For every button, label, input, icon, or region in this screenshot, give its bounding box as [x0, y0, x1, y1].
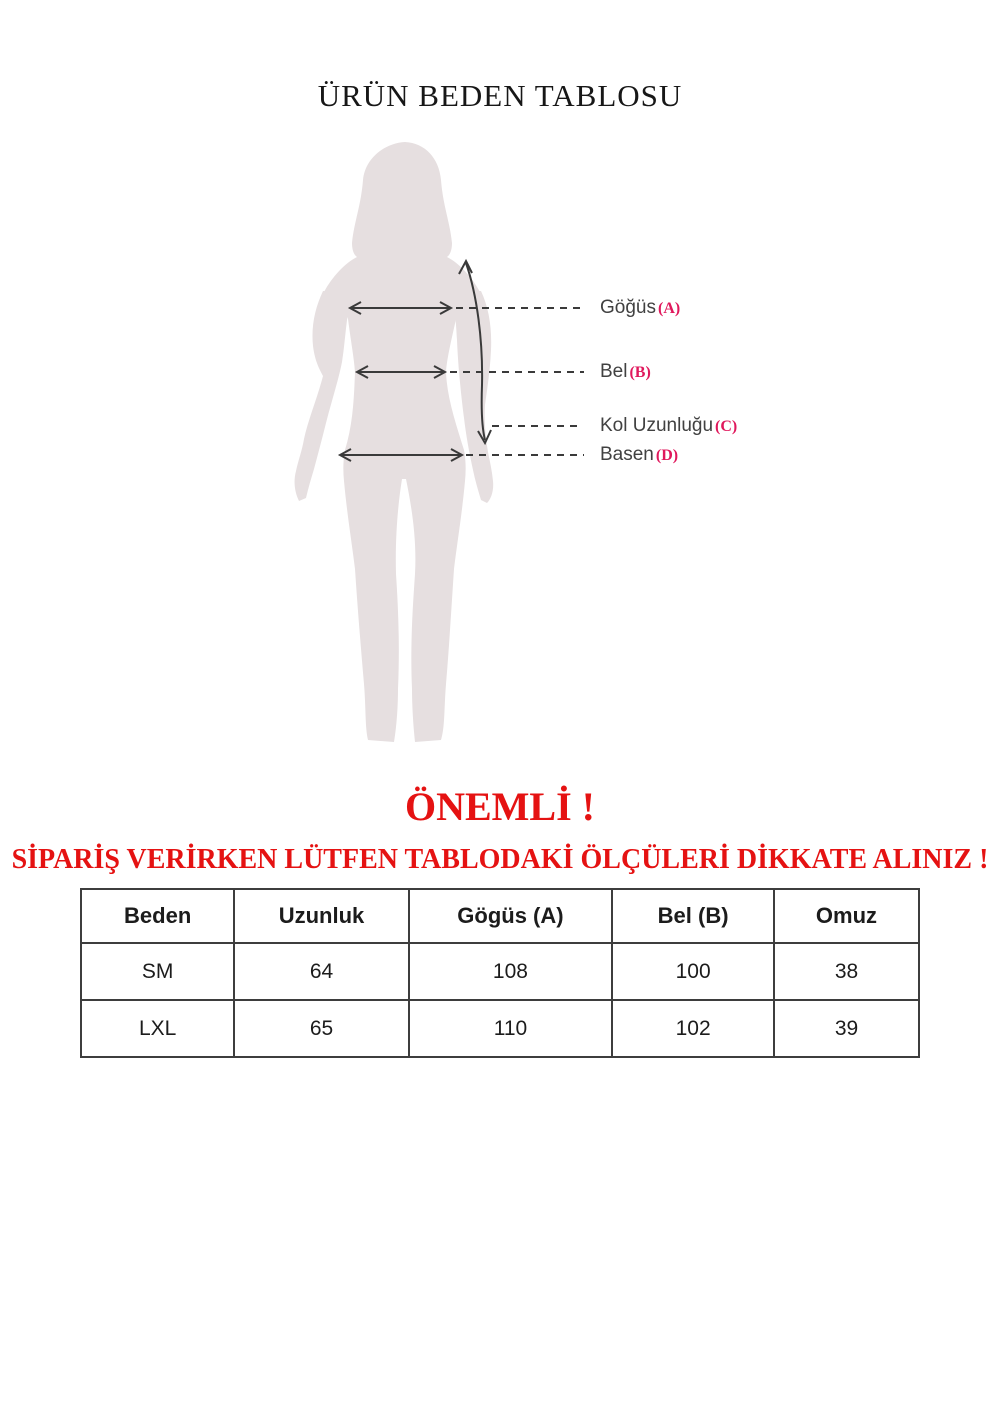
diagram-label-hip	[600, 443, 678, 468]
table-cell: 100	[612, 943, 774, 1000]
table-cell: 38	[774, 943, 919, 1000]
diagram-label-chest	[600, 296, 680, 321]
table-header-beden: Beden	[81, 889, 234, 943]
table-cell: 64	[234, 943, 408, 1000]
diagram-label-chest-text: Göğüs	[600, 297, 656, 318]
diagram-label-waist	[600, 360, 651, 385]
table-header-omuz: Omuz	[774, 889, 919, 943]
diagram-label-arm-length	[600, 414, 737, 439]
diagram-label-arm-length-text: Kol Uzunluğu	[600, 415, 714, 436]
body-silhouette-path	[324, 142, 480, 742]
size-table-header-row	[81, 889, 919, 943]
table-cell: 110	[409, 1000, 613, 1057]
important-heading: ÖNEMLİ !	[405, 784, 595, 829]
table-cell: 102	[612, 1000, 774, 1057]
diagram-label-waist-letter: (B)	[629, 364, 651, 381]
table-header-uzunluk: Uzunluk	[234, 889, 408, 943]
page-title: ÜRÜN BEDEN TABLOSU	[317, 78, 683, 113]
diagram-label-waist-text: Bel	[600, 361, 628, 382]
table-cell: 39	[774, 1000, 919, 1057]
table-cell: 108	[409, 943, 613, 1000]
diagram-label-hip-letter: (D)	[655, 447, 679, 464]
diagram-label-hip-text: Basen	[600, 444, 654, 465]
left-arm	[295, 291, 350, 501]
table-cell: 65	[234, 1000, 408, 1057]
table-header-bel: Bel (B)	[612, 889, 774, 943]
diagram-label-chest-letter: (A)	[657, 300, 681, 317]
table-row-sm	[81, 943, 919, 1000]
size-table	[80, 888, 920, 1058]
warning-text: SİPARİŞ VERİRKEN LÜTFEN TABLODAKİ ÖLÇÜLERİ DİKKATE ALINIZ !	[11, 844, 989, 875]
table-header-gogus: Gögüs (A)	[409, 889, 613, 943]
table-cell: LXL	[81, 1000, 234, 1057]
table-row-lxl	[81, 1000, 919, 1057]
diagram-label-arm-length-letter: (C)	[715, 418, 738, 435]
body-silhouette	[295, 142, 494, 742]
body-measurement-diagram	[0, 138, 1000, 750]
table-cell: SM	[81, 943, 234, 1000]
